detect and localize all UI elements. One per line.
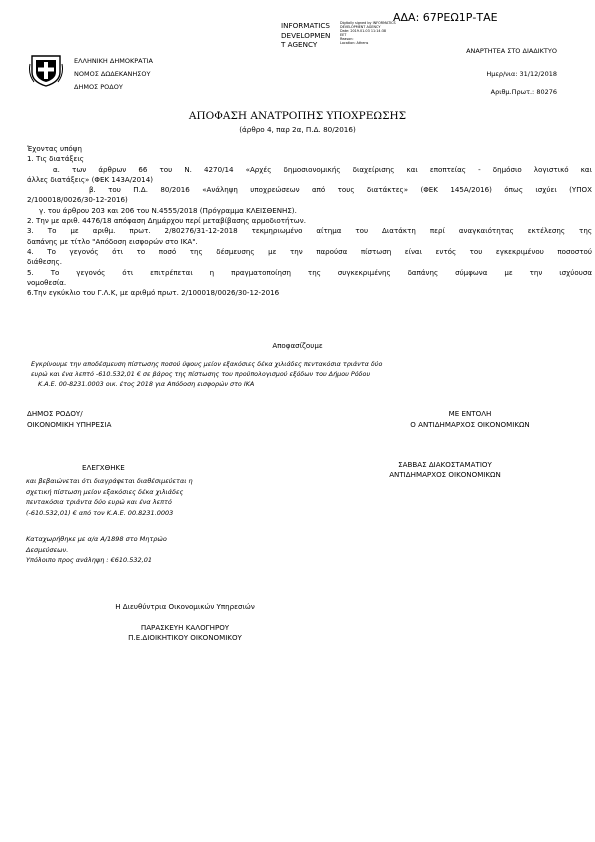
page-subtitle: (άρθρο 4, παρ 2α, Π.Δ. 80/2016)	[239, 125, 356, 134]
director-signature	[0, 602, 370, 644]
director-name: ΠΑΡΑΣΚΕΥΗ ΚΑΛΟΓΗΡΟΥ	[140, 622, 230, 632]
clause-1c: γ. του άρθρου 203 και 206 του Ν.4555/2018 (Πρόγραμμα ΚΛΕΙΣΘΕΝΗΣ).	[39, 205, 297, 215]
gov-line: ΕΛΛΗΝΙΚΗ ΔΗΜΟΚΡΑΤΙΑ	[74, 57, 153, 65]
authority-line: Ο ΑΝΤΙΔΗΜΑΡΧΟΣ ΟΙΚΟΝΟΜΙΚΩΝ	[410, 419, 530, 429]
signature-org-name	[281, 21, 330, 50]
service-line: ΔΗΜΟΣ ΡΟΔΟΥ/	[27, 409, 83, 418]
registry-line: Δεσμεύσεων.	[26, 545, 69, 554]
checked-line: πεντακόσια τριάντα δύο ευρώ και ένα λεπτό	[26, 498, 172, 506]
director-title: Η Διευθύντρια Οικονομικών Υπηρεσιών	[115, 602, 255, 611]
protocol-number: Αριθμ.Πρωτ.: 80276	[490, 88, 557, 96]
checked-line: σχετική πίστωση μείον εξακόσιες δέκα χιλιάδες	[26, 487, 184, 496]
decision-line: ευρώ και ένα λεπτό -610.532,01 € σε βάρος της πίστωσης του προϋπολογισμού εξόδων του Δήμου Ρόδου	[31, 370, 371, 378]
clause-3: 3. Το με αριθμ. πρωτ. 2/80276/31-12-2018 τεκμηριωμένο αίτημα του Διατάκτη περί αναγκαιότητας εκτέλεσης της	[27, 226, 592, 236]
signature-detail: DEVELOPMENT AGENCY	[340, 25, 381, 29]
clause-3-cont: δαπάνης με τίτλο "Απόδοση εισφορών στο ΙΚΑ".	[27, 236, 198, 246]
signature-detail: Digitally signed by INFORMATICS	[340, 21, 396, 25]
signature-detail: Reason:	[340, 37, 354, 41]
signatory-role: ΑΝΤΙΔΗΜΑΡΧΟΣ ΟΙΚΟΝΟΜΙΚΩΝ	[389, 470, 501, 479]
decision-heading: Αποφασίζουμε	[272, 341, 323, 350]
clause-1a: α. των άρθρων 66 του Ν. 4270/14 «Αρχές δημοσιονομικής διαχείρισης και εποπτείας - δημόσιο λογιστικό και	[53, 164, 592, 174]
signature-detail: EET	[340, 33, 347, 37]
decision-text	[31, 359, 551, 389]
checked-heading: ΕΛΕΓΧΘΗΚΕ	[82, 463, 125, 472]
checked-text	[26, 476, 256, 518]
intro-text: Έχοντας υπόψη	[27, 144, 82, 153]
director-role: Π.Ε.ΔΙΟΙΚΗΤΙΚΟΥ ΟΙΚΟΝΟΜΙΚΟΥ	[128, 633, 242, 642]
decision-line: Εγκρίνουμε την αποδέσμευση πίστωσης ποσού ύψους μείον εξακόσιες δέκα χιλιάδες πεντακόσια τριάντα δύο	[31, 360, 383, 368]
spacer	[0, 613, 370, 623]
clause-1: 1. Τις διατάξεις	[27, 154, 84, 164]
clause-2: 2. Την με αριθ. 4476/18 απόφαση Δημάρχου περί μεταβίβασης αρμοδιοτήτων.	[27, 216, 306, 226]
clause-1a-cont: άλλες διατάξεις» (ΦΕΚ 143Α/2014)	[27, 174, 153, 184]
decision-line: Κ.Α.Ε. 00-8231.0003 οικ. έτος 2018 για Απόδοση εισφορών στο ΙΚΑ	[38, 380, 255, 388]
clause-5: 5. Το γεγονός ότι επιτρέπεται η πραγματοποίηση της συγκεκριμένης δαπάνης σύμφωνα με την ισχύουσα	[27, 267, 592, 277]
page-title: ΑΠΟΦΑΣΗ ΑΝΑΤΡΟΠΗΣ ΥΠΟΧΡΕΩΣΗΣ	[188, 110, 407, 122]
authority-line: ΜΕ ΕΝΤΟΛΗ	[448, 409, 492, 418]
registry-note	[26, 534, 286, 566]
government-header	[74, 55, 153, 94]
signature-detail: Location: Athens	[340, 41, 369, 45]
signatory-name: ΣΑΒΒΑΣ ΔΙΑΚΟΣΤΑΜΑΤΙΟΥ	[398, 460, 492, 469]
greek-coat-of-arms-icon	[28, 52, 64, 88]
authority-signature	[0, 409, 595, 430]
deputy-mayor-signature	[0, 460, 595, 480]
clause-4: 4. Το γεγονός ότι το ποσό της δέσμευσης με την παρούσα πίστωση είναι εντός του εγκεκριμένου ποσοστού	[27, 246, 592, 256]
registry-line: Υπόλοιπο προς ανάληψη : €610.532,01	[26, 556, 152, 565]
gov-line: ΝΟΜΟΣ ΔΩΔΕΚΑΝΗΣΟΥ	[74, 70, 151, 78]
checked-line: (-610.532,01) € από τον Κ.Α.Ε. 00.8231.0003	[26, 508, 174, 517]
clause-1b-cont: 2/100018/0026/30-12-2016)	[27, 195, 128, 205]
clause-4-cont: διάθεσης.	[27, 257, 63, 267]
service-line: ΟΙΚΟΝΟΜΙΚΗ ΥΠΗΡΕΣΙΑ	[27, 419, 112, 429]
checked-line: και βεβαιώνεται ότι διαγράφεται διαθέσιμεύεται η	[26, 477, 193, 485]
considerations	[27, 144, 592, 298]
org-line: T AGENCY	[281, 40, 318, 49]
org-line: INFORMATICS	[281, 21, 330, 30]
clause-1b: β. του Π.Δ. 80/2016 «Ανάληψη υποχρεώσεων από τους διατάκτες» (ΦΕΚ 145Α/2016) όπως ισχύει (ΥΠΟΧ	[89, 185, 592, 195]
org-line: DEVELOPMEN	[281, 30, 331, 40]
clause-6: 6.Την εγκύκλιο του Γ.Λ.Κ, με αριθμό πρωτ. 2/100018/0026/30-12-2016	[27, 288, 280, 298]
registry-line: Καταχωρήθηκε με α/α Α/1898 στο Μητρώο	[26, 535, 167, 543]
posting-notice: ΑΝΑΡΤΗΤΕΑ ΣΤΟ ΔΙΑΔΙΚΤΥΟ	[466, 47, 557, 55]
document-date: Ημερ/νια: 31/12/2018	[486, 70, 557, 78]
signature-detail: Date: 2019.01.03 11:14:38	[340, 29, 387, 33]
clause-5-cont: νομοθεσία.	[27, 277, 67, 287]
ada-code: ΑΔΑ: 67ΡΕΩ1Ρ-ΤΑΕ	[393, 11, 498, 24]
digital-signature-details	[340, 21, 398, 45]
gov-line: ΔΗΜΟΣ ΡΟΔΟΥ	[74, 83, 123, 91]
